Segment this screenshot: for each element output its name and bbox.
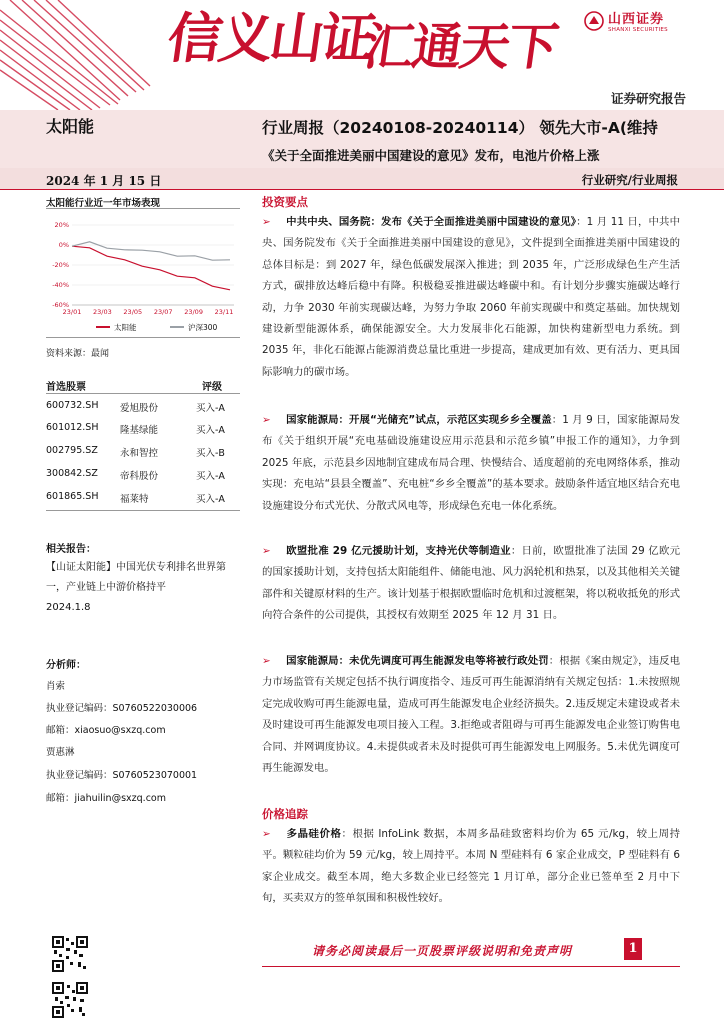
paragraph-2-body: ：1 月 9 日，国家能源局发布《关于组织开展“充电基础设施建设应用示范县和示范乡镇”申报工作的通知》，力争到 2025 年底，示范县乡因地制宜建成布局合理、快慢结合、适度超前的充电网络体系，推动实现：充电站“县县全覆盖”、充电桩“乡乡全覆盖”的基本要求。鼓励条件适宜地区结合充电设施建设分布式光伏、分散式风电等，形成绿色充电一体化系统。 bbox=[262, 414, 680, 512]
paragraph-3-body: ：日前，欧盟批准了法国 29 亿欧元的国家援助计划，支持包括太阳能组件、储能电池、风力涡轮机和热泵，以及其他相关关键部件和关键原材料的生产。该计划基于根据欧盟临时危机和过渡框架，将以税收抵免的形式向符合条件的公司提供，其授权有效期至 2025 年 12 月 31 日。 bbox=[262, 545, 680, 622]
sector-name: 太阳能 bbox=[46, 117, 95, 136]
market-chart-svg bbox=[46, 209, 240, 339]
stock-code: 601012.SH bbox=[46, 422, 99, 433]
stock-code: 601865.SH bbox=[46, 491, 99, 502]
stock-rating: 买入-A bbox=[196, 494, 225, 505]
section-price-tracking: 价格追踪 bbox=[262, 807, 308, 821]
y-tick-label: -40% bbox=[52, 281, 69, 289]
paragraph-5-lead: 多晶硅价格 bbox=[286, 828, 342, 840]
paragraph-5 bbox=[262, 824, 680, 910]
y-tick-label: -20% bbox=[52, 261, 69, 269]
report-category: 行业研究/行业周报 bbox=[581, 173, 678, 187]
stock-rating: 买入-A bbox=[196, 403, 225, 414]
stock-header-left: 首选股票 bbox=[46, 382, 86, 393]
chart-title: 太阳能行业近一年市场表现 bbox=[46, 198, 161, 209]
paragraph-2-lead: 国家能源局：开展“光储充”试点，示范区实现乡乡全覆盖 bbox=[286, 414, 552, 426]
logo-mark-icon bbox=[584, 11, 604, 31]
report-date: 2024 年 1 月 15 日 bbox=[46, 174, 162, 188]
x-tick-label: 23/07 bbox=[153, 308, 173, 316]
x-tick-label: 23/11 bbox=[214, 308, 234, 316]
bullet-arrow-icon: ➢ bbox=[262, 216, 271, 228]
stock-name: 隆基绿能 bbox=[120, 425, 159, 436]
stock-name: 永和智控 bbox=[120, 448, 159, 459]
table-row bbox=[46, 487, 240, 509]
paragraph-1-body: ：1 月 11 日，中共中央、国务院发布《关于全面推进美丽中国建设的意见》，文件提到全面推进美丽中国建设的总体目标是：到 2027 年，绿色低碳发展深入推进；到 2035 年，广泛形成绿色生产生活方式，碳排放达峰后稳中有降。积极稳妥推进碳达峰碳中和。有计划分步骤实施碳达峰行动，力争 2030 年前实现碳达峰，为努力争取 2060 年前实现碳中和奠定基础。加快规划建设新型能源体系，确保能源安全。大力发展非化石能源，加快构建新型电力系统。到 2035 年，非化石能源占能源消费总量比重进一步提高，建成更加有效、更有活力、更具国际影响力的碳市场。 bbox=[262, 216, 680, 378]
y-tick-label: -60% bbox=[52, 301, 69, 309]
stock-table-header bbox=[46, 378, 240, 394]
analyst-line: 邮箱：xiaosuo@sxzq.com bbox=[46, 725, 166, 736]
bullet-arrow-icon: ➢ bbox=[262, 545, 271, 557]
qr-code-icon bbox=[52, 982, 88, 1018]
chart-source: 资料来源：最闻 bbox=[46, 349, 110, 359]
related-report-date: 2024.1.8 bbox=[46, 602, 91, 613]
stock-code: 002795.SZ bbox=[46, 445, 98, 456]
related-report bbox=[46, 558, 242, 618]
slogan-left: 信义山证 bbox=[163, 7, 377, 70]
y-tick-label: 20% bbox=[54, 221, 69, 229]
x-tick-label: 23/01 bbox=[62, 308, 82, 316]
analyst-title: 分析师： bbox=[46, 660, 86, 671]
analyst-line: 肖索 bbox=[46, 681, 66, 692]
legend-label: 太阳能 bbox=[114, 323, 137, 332]
company-logo bbox=[584, 8, 668, 33]
qr-code-icon bbox=[52, 936, 88, 972]
y-tick-label: 0% bbox=[58, 241, 69, 249]
bullet-arrow-icon: ➢ bbox=[262, 655, 271, 667]
analyst-line: 贾惠淋 bbox=[46, 747, 75, 758]
paragraph-1 bbox=[262, 212, 680, 383]
table-row bbox=[46, 441, 240, 463]
report-title: 行业周报（20240108-20240114） 领先大市-A(维持 bbox=[262, 119, 658, 137]
header-banner bbox=[0, 0, 724, 110]
bullet-arrow-icon: ➢ bbox=[262, 414, 271, 426]
table-row bbox=[46, 464, 240, 486]
stock-name: 爱旭股份 bbox=[120, 403, 159, 414]
stock-name: 帝科股份 bbox=[120, 471, 159, 482]
x-tick-label: 23/03 bbox=[93, 308, 112, 316]
paragraph-3-lead: 欧盟批准 29 亿元援助计划，支持光伏等制造业 bbox=[286, 545, 511, 557]
analyst-line: 执业登记编码：S0760523070001 bbox=[46, 770, 198, 781]
paragraph-4-lead: 国家能源局：未优先调度可再生能源发电等将被行政处罚 bbox=[286, 655, 549, 667]
stock-code: 600732.SH bbox=[46, 400, 99, 411]
logo-en: SHANXI SECURITIES bbox=[608, 27, 668, 33]
table-row bbox=[46, 418, 240, 440]
bullet-arrow-icon: ➢ bbox=[262, 828, 271, 840]
market-chart bbox=[46, 208, 240, 338]
related-report-text: 【山证太阳能】中国光伏专利排名世界第一，产业链上中游价格持平 bbox=[46, 562, 226, 593]
paragraph-2 bbox=[262, 410, 680, 517]
table-row bbox=[46, 396, 240, 418]
table-divider bbox=[46, 510, 240, 511]
disclaimer: 请务必阅读最后一页股票评级说明和免责声明 bbox=[312, 944, 573, 958]
related-title: 相关报告： bbox=[46, 544, 96, 555]
report-type: 证券研究报告 bbox=[610, 91, 686, 106]
stock-rating: 买入-A bbox=[196, 425, 225, 436]
report-subtitle: 《关于全面推进美丽中国建设的意见》发布，电池片价格上涨 bbox=[262, 148, 600, 163]
paragraph-4-body: ：根据《案由规定》，违反电力市场监管有关规定包括不执行调度指令、违反可再生能源消纳有关规定包括：1.未按照规定完成收购可再生能源电量，造成可再生能源发电企业经济损失。2.违反规定未建设或者未及时建设可再生能源发电项目接入工程。3.拒绝或者阻碍与可再生能源发电企业签订购售电合同、并网调度协议。4.未提供或者未及时提供可再生能源发电上网服务。5.未优先调度可再生能源发电。 bbox=[262, 655, 680, 775]
legend-label: 沪深300 bbox=[188, 323, 218, 332]
stock-rating: 买入-B bbox=[196, 448, 225, 459]
paragraph-5-body: ：根据 InfoLink 数据，本周多晶硅致密料均价为 65 元/kg，较上周持平。颗粒硅均价为 59 元/kg，较上周持平。本周 N 型硅料有 6 家企业成交，P 型硅料有 6 家企业成交。截至本周，绝大多数企业已经签完 1 月订单，部分企业已签单至 2 月中下旬，买卖双方的签单氛围和积极性较好。 bbox=[262, 828, 680, 905]
stock-name: 福莱特 bbox=[120, 494, 149, 505]
section-investment-highlights: 投资要点 bbox=[262, 195, 308, 209]
x-tick-label: 23/05 bbox=[123, 308, 143, 316]
footer-divider bbox=[262, 966, 680, 967]
stock-code: 300842.SZ bbox=[46, 468, 98, 479]
analyst-line: 邮箱：jiahuilin@sxzq.com bbox=[46, 793, 166, 804]
analyst-line: 执业登记编码：S0760522030006 bbox=[46, 703, 198, 714]
paragraph-3 bbox=[262, 541, 680, 627]
page-number: 1 bbox=[624, 938, 642, 960]
paragraph-4 bbox=[262, 651, 680, 779]
series-line bbox=[72, 246, 230, 290]
logo-cn: 山西证券 bbox=[608, 12, 665, 27]
slogan-right: 汇通天下 bbox=[359, 18, 561, 76]
paragraph-1-lead: 中共中央、国务院：发布《关于全面推进美丽中国建设的意见》 bbox=[286, 216, 577, 228]
stock-rating: 买入-A bbox=[196, 471, 225, 482]
stock-header-right: 评级 bbox=[202, 382, 222, 393]
x-tick-label: 23/09 bbox=[184, 308, 203, 316]
